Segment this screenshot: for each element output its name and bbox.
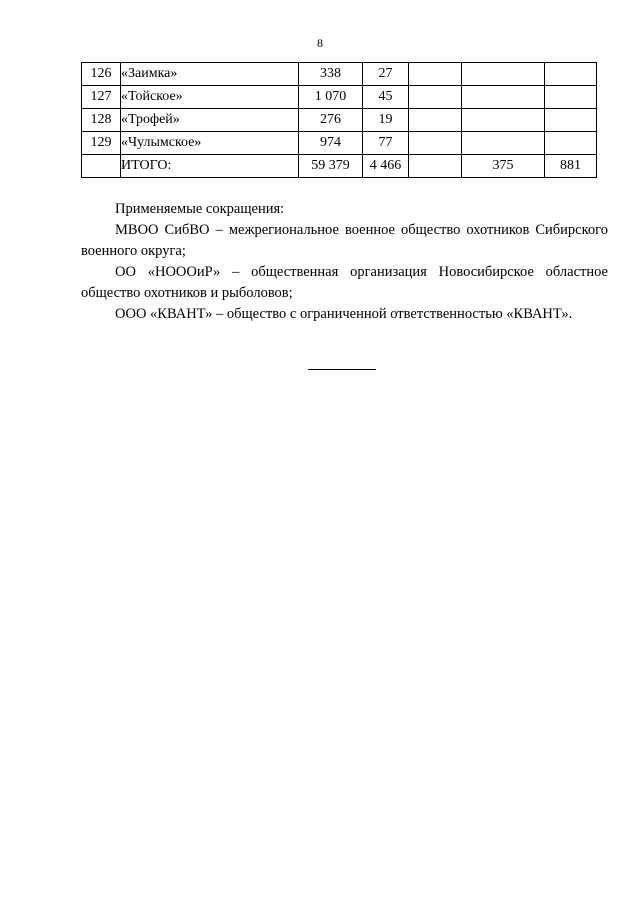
row-name: «Чулымское» <box>121 132 299 155</box>
abbreviation-item: МВОО СибВО – межрегиональное военное общество охотников Сибирского военного округа; <box>81 222 608 259</box>
row-col5 <box>409 132 462 155</box>
row-number: 129 <box>82 132 121 155</box>
row-count: 27 <box>363 63 409 86</box>
total-count: 4 466 <box>363 155 409 178</box>
row-number: 128 <box>82 109 121 132</box>
row-count: 45 <box>363 86 409 109</box>
row-name: «Тойское» <box>121 86 299 109</box>
row-area: 1 070 <box>299 86 363 109</box>
row-area: 974 <box>299 132 363 155</box>
table-row <box>82 63 597 86</box>
row-col7 <box>545 109 597 132</box>
abbreviations-section <box>81 199 608 325</box>
row-name: «Заимка» <box>121 63 299 86</box>
total-col5 <box>409 155 462 178</box>
table-row <box>82 109 597 132</box>
row-col6 <box>462 109 545 132</box>
row-number: 126 <box>82 63 121 86</box>
row-col5 <box>409 86 462 109</box>
row-col7 <box>545 63 597 86</box>
row-count: 19 <box>363 109 409 132</box>
abbreviation-item: ОО «НОООиР» – общественная организация Новосибирское областное общество охотников и рыболовов; <box>81 264 608 301</box>
row-col5 <box>409 63 462 86</box>
row-col6 <box>462 63 545 86</box>
total-row <box>82 155 597 178</box>
row-name: «Трофей» <box>121 109 299 132</box>
row-col7 <box>545 86 597 109</box>
total-col7: 881 <box>545 155 597 178</box>
total-label: ИТОГО: <box>121 155 299 178</box>
total-area: 59 379 <box>299 155 363 178</box>
row-count: 77 <box>363 132 409 155</box>
row-area: 338 <box>299 63 363 86</box>
row-number: 127 <box>82 86 121 109</box>
row-col5 <box>409 109 462 132</box>
table-row <box>82 86 597 109</box>
abbreviations-heading: Применяемые сокращения: <box>115 201 285 217</box>
hunting-grounds-table <box>81 62 597 178</box>
end-separator-line <box>308 369 376 370</box>
table-row <box>82 132 597 155</box>
abbreviation-item: ООО «КВАНТ» – общество с ограниченной ответственностью «КВАНТ». <box>115 306 573 322</box>
row-area: 276 <box>299 109 363 132</box>
row-col6 <box>462 86 545 109</box>
row-col7 <box>545 132 597 155</box>
row-col6 <box>462 132 545 155</box>
page-number: 8 <box>317 36 323 50</box>
total-col6: 375 <box>462 155 545 178</box>
total-number <box>82 155 121 178</box>
